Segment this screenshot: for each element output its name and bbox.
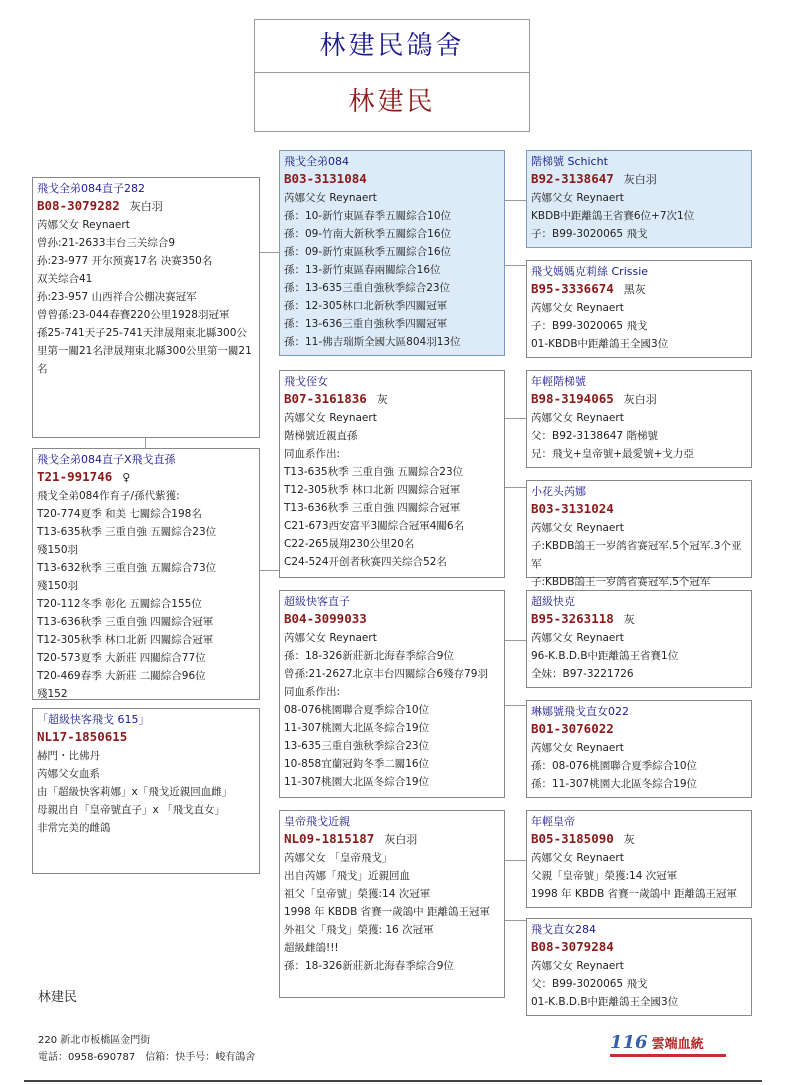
info-line: 由「超級快客莉娜」x「飛戈近親回血雌」	[37, 786, 233, 798]
card-title: 琳娜號飛戈直女022	[531, 705, 629, 718]
ring-number: B01-3076022	[531, 721, 614, 736]
color: 灰	[623, 613, 635, 626]
info-line: 1998 年 KBDB 省賽一歲鴿中 距離鴿王冠軍	[531, 888, 737, 900]
info-line: 非常完美的雌鴿	[37, 822, 111, 834]
info-line: 96-K.B.D.B中距離鴿王省賽1位	[531, 650, 679, 662]
info-line: 芮娜父女 「皇帝飛戈」	[284, 852, 393, 864]
info-line: 兄：飛戈+皇帝號+最愛號+戈力亞	[531, 448, 694, 460]
contact: 電話：0958-690787 信箱：快手号：峻有鴿舍	[38, 1052, 256, 1063]
info-line: 芮娜父女 Reynaert	[531, 522, 624, 534]
dam-dam-card[interactable]	[279, 810, 505, 998]
connector	[504, 705, 526, 706]
info-line: T20-573夏季 大新莊 四關綜合77位	[37, 652, 206, 664]
card-title: 飛戈侄女	[284, 375, 328, 388]
info-line: 芮娜父女 Reynaert	[284, 412, 377, 424]
ring-number: T21-991746	[37, 469, 113, 484]
card-title: 小花头芮娜	[531, 485, 586, 498]
info-line: 孫：09-竹南大新秋季五關綜合16位	[284, 228, 452, 240]
card-title: 超級快克	[531, 595, 575, 608]
page-bottom-rule	[24, 1080, 762, 1082]
card-title: 階梯號 Schicht	[531, 155, 608, 168]
info-line: 階梯號近親直孫	[284, 430, 358, 442]
ring-number: B03-3131084	[284, 171, 367, 186]
info-line: T20-774夏季 和美 七關綜合198名	[37, 508, 202, 520]
owner-name: 林建民	[348, 87, 436, 117]
ring-number: NL17-1850615	[37, 729, 128, 744]
connector	[504, 265, 526, 266]
dam-card[interactable]	[32, 448, 260, 700]
card-title: 飛戈全弟084	[284, 155, 349, 168]
grandparent-card[interactable]	[526, 260, 752, 358]
grandparent-card[interactable]	[526, 700, 752, 798]
info-line: 孫：13-636三重自強秋季四關冠軍	[284, 318, 448, 330]
card-title: 飛戈全弟084直子282	[37, 182, 145, 195]
logo-number: 116	[610, 1032, 648, 1053]
info-line: 芮娜父女 Reynaert	[531, 742, 624, 754]
info-line: 孫：11-佛吉瑞斯全國大區804羽13位	[284, 336, 461, 348]
logo-text: 雲端血統	[651, 1037, 704, 1052]
color: 灰	[623, 833, 635, 846]
dam-sire-card[interactable]	[279, 590, 505, 798]
info-line: 赫門・比佛丹	[37, 750, 100, 762]
connector	[504, 640, 526, 641]
info-line: 孙:23-957 山西祥合公棚决赛冠军	[37, 291, 197, 303]
connector	[259, 570, 279, 571]
info-line: 芮娜父女 Reynaert	[531, 302, 624, 314]
info-line: 芮娜父女血系	[37, 768, 100, 780]
card-title: 年輕階梯號	[531, 375, 586, 388]
info-line: 芮娜父女 Reynaert	[531, 412, 624, 424]
ring-number: B07-3161836	[284, 391, 367, 406]
connector	[504, 200, 526, 201]
info-line: 芮娜父女 Reynaert	[37, 219, 130, 231]
info-line: T13-632秋季 三重自強 五關綜合73位	[37, 562, 217, 574]
color: 灰	[376, 393, 388, 406]
info-line: 曾孙:21-2633丰台三关综合9	[37, 237, 176, 249]
info-line: C24-524开创者秋赛四关综合52名	[284, 556, 447, 568]
info-line: 祖父「皇帝號」榮獲:14 次冠軍	[284, 888, 431, 900]
ring-number: B95-3263118	[531, 611, 614, 626]
card-title: 超級快客直子	[284, 595, 350, 608]
info-line: 子:KBDB鴿王一岁鸽省赛冠军.5个冠军.3个亚军	[531, 540, 742, 570]
info-line: T13-636秋季 三重自強 四關綜合冠軍	[37, 616, 214, 628]
card-title: 年輕皇帝	[531, 815, 575, 828]
info-line: T13-636秋季 三重自強 四關綜合冠軍	[284, 502, 461, 514]
info-line: 殘152	[37, 688, 68, 700]
info-line: 孫：08-076桃園聯合夏季綜合10位	[531, 760, 698, 772]
connector	[145, 437, 146, 448]
info-line: T20-112冬季 彰化 五關綜合155位	[37, 598, 202, 610]
info-line: 孫：12-305林口北新秋季四關冠軍	[284, 300, 448, 312]
info-line: 孫：11-307桃園大北區冬綜合19位	[531, 778, 698, 790]
info-line: C21-673西安富平3關綜合冠軍4關6名	[284, 520, 465, 532]
connector	[259, 252, 279, 253]
info-line: 孫：10-新竹東區春季五關綜合10位	[284, 210, 452, 222]
connector	[504, 487, 526, 488]
color: 灰白羽	[384, 833, 418, 846]
footer-owner: 林建民	[38, 990, 78, 1005]
info-line: 殘150羽	[37, 544, 79, 556]
ring-number: B03-3131024	[531, 501, 614, 516]
sire-dam-card[interactable]	[279, 370, 505, 578]
info-line: 芮娜父女 Reynaert	[531, 960, 624, 972]
loft-name: 林建民鴿舍	[255, 20, 529, 73]
color: 灰白羽	[623, 393, 657, 406]
ring-number: B92-3138647	[531, 171, 614, 186]
connector	[504, 860, 526, 861]
grandparent-card[interactable]	[526, 480, 752, 588]
color: 黑灰	[623, 283, 646, 296]
ring-number: B98-3194065	[531, 391, 614, 406]
header	[254, 19, 530, 132]
info-line: 母親出自「皇帝號直子」x 「飛戈直女」	[37, 804, 226, 816]
info-line: 殘150羽	[37, 580, 79, 592]
info-line: 孫：09-新竹東區秋季五關綜合16位	[284, 246, 452, 258]
info-line: 父：B99-3020065 飛戈	[531, 978, 648, 990]
ring-number: B08-3079282	[37, 198, 120, 213]
info-line: 芮娜父女 Reynaert	[531, 192, 624, 204]
info-line: T13-635秋季 三重自強 五關綜合23位	[284, 466, 464, 478]
ring-number: B95-3336674	[531, 281, 614, 296]
info-line: 父親「皇帝號」榮獲:14 次冠軍	[531, 870, 678, 882]
info-line: 1998 年 KBDB 省賽一歲鴿中 距離鴿王冠軍	[284, 906, 490, 918]
info-line: 孫：13-635三重自強秋季綜合23位	[284, 282, 451, 294]
info-line: 飛戈全弟084作育子/孫代紫獲:	[37, 490, 180, 502]
info-line: 孫：18-326新莊新北海春季綜合9位	[284, 960, 454, 972]
color: 灰白羽	[129, 200, 163, 213]
info-line: T13-635秋季 三重自強 五關綜合23位	[37, 526, 217, 538]
info-line: 01-K.B.D.B中距離鴿王全國3位	[531, 996, 679, 1008]
card-title: 飛戈直女284	[531, 923, 596, 936]
ring-number: B08-3079284	[531, 939, 614, 954]
info-line: T12-305秋季 林口北新 四關綜合冠軍	[37, 634, 214, 646]
grandparent-card[interactable]	[526, 918, 752, 1016]
info-line: 超級雌鴿!!!	[284, 942, 339, 954]
info-line: 同血系作出:	[284, 448, 341, 460]
info-line: T12-305秋季 林口北新 四關綜合冠軍	[284, 484, 461, 496]
connector	[504, 920, 526, 921]
info-line: 孫：13-新竹東區春兩關綜合16位	[284, 264, 441, 276]
grandparent-card[interactable]	[526, 810, 752, 908]
sire-card[interactable]	[279, 150, 505, 356]
logo-underline	[610, 1054, 726, 1057]
info-line: KBDB中距離鴿王省賽6位+7次1位	[531, 210, 695, 222]
card-title: 飛戈媽媽克莉絲 Crissie	[531, 265, 649, 278]
info-line: 子：B99-3020065 飛戈	[531, 228, 648, 240]
info-line: 孫25-741天子25-741天津晟翔東北縣300公里第一關21名津晟翔東北縣300公里第一關21名	[37, 327, 252, 375]
info-line: T20-469春季 大新莊 二關綜合96位	[37, 670, 206, 682]
subject-card[interactable]	[32, 177, 260, 438]
connector	[504, 418, 526, 419]
info-line: 芮娜父女 Reynaert	[531, 852, 624, 864]
info-line: 外祖父「飛戈」榮獲: 16 次冠軍	[284, 924, 434, 936]
sex-symbol: ♀	[122, 471, 131, 484]
info-line: 父：B92-3138647 階梯號	[531, 430, 658, 442]
card-title: 飛戈全弟084直子X飛戈直孫	[37, 453, 176, 466]
cloud-pedigree-logo[interactable]	[610, 1032, 730, 1058]
info-line: 孫：18-326新莊新北海春季綜合9位	[284, 650, 454, 662]
footer-address-block	[38, 1032, 255, 1066]
info-line: 出自芮娜「飛戈」近親回血	[284, 870, 410, 882]
info-line: 全妹：B97-3221726	[531, 668, 634, 680]
info-line: 孙:23-977 开尔预赛17名 决赛350名	[37, 255, 213, 267]
info-line: 10-858宜蘭冠鈞冬季二關16位	[284, 758, 430, 770]
info-line: 子：B99-3020065 飛戈	[531, 320, 648, 332]
info-line: 芮娜父女 Reynaert	[284, 192, 377, 204]
info-line: 11-307桃園大北區冬綜合19位	[284, 722, 430, 734]
info-line: 曾孫:21-2627北京丰台四關綜合6殘存79羽	[284, 668, 488, 680]
info-line: 芮娜父女 Reynaert	[284, 632, 377, 644]
address: 220 新北市板橋區金門街	[38, 1035, 151, 1046]
grandparent-card[interactable]	[526, 590, 752, 688]
info-line: 芮娜父女 Reynaert	[531, 632, 624, 644]
info-line: 同血系作出:	[284, 686, 341, 698]
info-line: 01-KBDB中距離鴿王全國3位	[531, 338, 669, 350]
info-line: 11-307桃園大北區冬綜合19位	[284, 776, 430, 788]
grandparent-card[interactable]	[526, 150, 752, 248]
info-line: 13-635三重自強秋季綜合23位	[284, 740, 430, 752]
ring-number: B05-3185090	[531, 831, 614, 846]
info-line: 子:KBDB鴿王一岁鸽省赛冠军.5个冠军	[531, 576, 711, 588]
color: 灰白羽	[623, 173, 657, 186]
card-title: 「超級快客飛戈 615」	[37, 713, 150, 726]
ring-number: NL09-1815187	[284, 831, 375, 846]
info-line: 08-076桃園聯合夏季綜合10位	[284, 704, 430, 716]
info-line: 曾曾孫:23-044春賽220公里1928羽冠軍	[37, 309, 230, 321]
info-line: C22-265晟翔230公里20名	[284, 538, 415, 550]
grandparent-card[interactable]	[526, 370, 752, 468]
card-title: 皇帝飛戈近親	[284, 815, 350, 828]
ring-number: B04-3099033	[284, 611, 367, 626]
side-card[interactable]	[32, 708, 260, 874]
info-line: 双关综合41	[37, 273, 93, 285]
